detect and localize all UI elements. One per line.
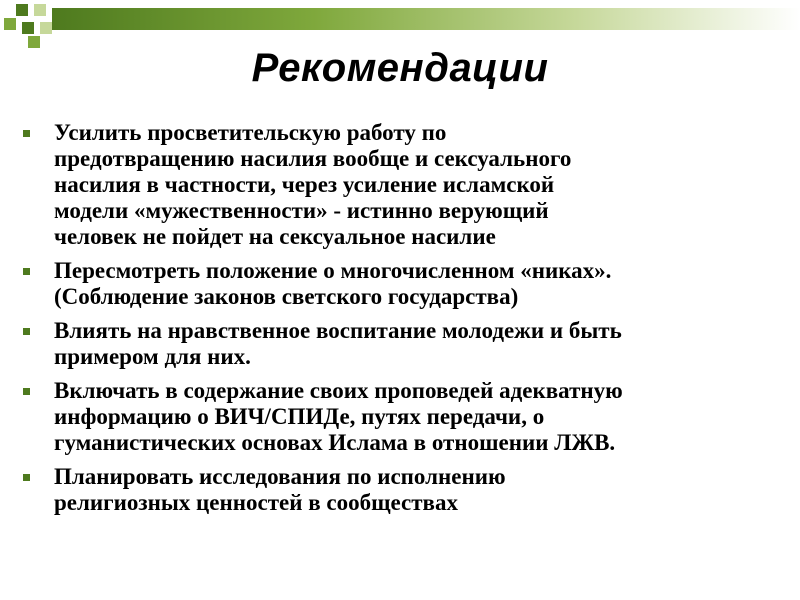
text-line: религиозных ценностей в сообществах [54,490,458,515]
decor-square-icon [4,18,16,30]
square-bullet-icon [20,464,54,490]
text-line: Пересмотреть положение о многочисленном «никах». [54,258,612,283]
text-line: Влиять на нравственное воспитание молодежи и быть [54,318,622,343]
list-item [20,120,790,250]
list-item-text [54,258,611,310]
text-line: Планировать исследования по исполнению [54,464,506,489]
square-bullet-icon [20,318,54,344]
square-bullet-icon [20,258,54,284]
header-gradient-band [52,8,800,30]
text-line: Усилить просветительскую работу по [54,120,447,145]
list-item-text [54,318,622,370]
list-item [20,258,790,310]
slide-title: Рекомендации [251,46,549,90]
decor-square-icon [22,22,34,34]
bullet-list [20,120,790,524]
text-line: модели «мужественности» - истинно верующий [54,198,549,223]
text-line: гуманистических основах Ислама в отношении ЛЖВ. [54,430,616,455]
text-line: (Соблюдение законов светского государства) [54,284,519,309]
decor-square-icon [16,4,28,16]
list-item-text [54,464,506,516]
decor-square-icon [40,22,52,34]
text-line: предотвращению насилия вообще и сексуального [54,146,572,171]
text-line: Включать в содержание своих проповедей адекватную [54,378,623,403]
text-line: человек не пойдет на сексуальное насилие [54,224,496,249]
text-line: примером для них. [54,344,251,369]
list-item [20,318,790,370]
list-item [20,464,790,516]
list-item-text [54,378,623,456]
square-bullet-icon [20,120,54,146]
list-item [20,378,790,456]
list-item-text [54,120,571,250]
decor-square-icon [34,4,46,16]
text-line: информацию о ВИЧ/СПИДе, путях передачи, о [54,404,545,429]
text-line: насилия в частности, через усиление исламской [54,172,555,197]
square-bullet-icon [20,378,54,404]
